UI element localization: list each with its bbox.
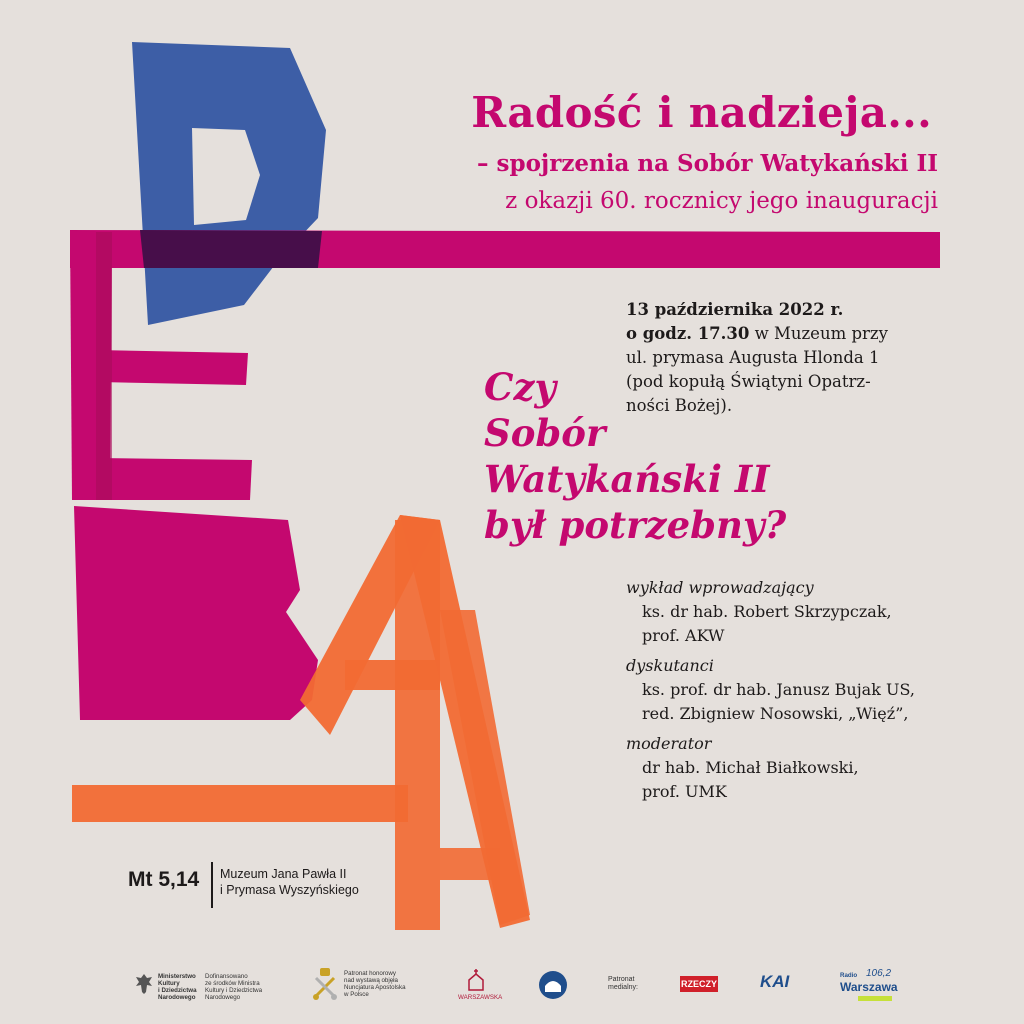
moderator-role: moderator <box>626 734 712 753</box>
question-line-2: Sobór <box>484 411 606 455</box>
ministry-line-2: Kultury <box>158 980 180 987</box>
radio-underline <box>858 996 892 1001</box>
funding-line-3: Kultury i Dziedzictwa <box>205 987 263 994</box>
warsaw-logo-text: WARSZAWSKA <box>458 994 503 1001</box>
ministry-line-1: Ministerstwo <box>158 973 196 980</box>
radio-warszawa-logo: Warszawa <box>840 980 898 994</box>
question-line-1: Czy <box>484 365 556 409</box>
letter-e-side <box>96 232 112 500</box>
moderator-name-2: prof. UMK <box>642 782 727 801</box>
question-line-4: był potrzebny? <box>484 503 787 547</box>
event-date: 13 października 2022 r. <box>626 300 844 319</box>
museum-name-2: i Prymasa Wyszyńskiego <box>220 883 359 897</box>
patron-line-1: Patronat honorowy <box>344 970 396 977</box>
sponsor-footer <box>0 960 1024 1020</box>
funding-line-2: ze środków Ministra <box>205 980 260 987</box>
ministry-line-4: Narodowego <box>158 994 196 1001</box>
patron-line-4: w Polsce <box>344 991 369 998</box>
rzeczy-logo: RZECZY <box>680 976 718 992</box>
event-place-4: ności Bożej). <box>626 396 733 415</box>
museum-name-1: Muzeum Jana Pawła II <box>220 867 347 881</box>
panel-name-2: red. Zbigniew Nosowski, „Więź”, <box>642 704 909 723</box>
lecture-role: wykład wprowadzający <box>626 578 814 597</box>
question-line-3: Watykański II <box>484 457 770 501</box>
event-occasion: z okazji 60. rocznicy jego inauguracji <box>505 188 938 214</box>
lecture-name-2: prof. AKW <box>642 626 725 645</box>
media-patron-label <box>608 976 638 992</box>
kai-logo: KAI <box>760 972 790 991</box>
museum-name <box>220 866 359 898</box>
media-line-1: Patronat <box>608 976 635 983</box>
moderator-group <box>626 732 915 804</box>
funding-text <box>205 973 262 1001</box>
ministry-line-3: i Dziedzictwa <box>158 987 197 994</box>
event-place-3: (pod kopułą Świątyni Opatrz- <box>626 372 871 391</box>
event-subtitle: – spojrzenia na Sobór Watykański II <box>477 150 938 177</box>
moderator-name-1: dr hab. Michał Białkowski, <box>642 758 859 777</box>
church-icon <box>465 968 487 992</box>
dome-icon <box>538 970 568 1000</box>
letter-e-bottom <box>96 458 252 500</box>
event-time: o godz. 17.30 <box>626 324 750 343</box>
lecture-group <box>626 576 915 648</box>
panel-name-1: ks. prof. dr hab. Janusz Bujak US, <box>642 680 915 699</box>
funding-line-4: Narodowego <box>205 994 241 1001</box>
panel-group <box>626 654 915 726</box>
radio-frequency: 106,2 <box>866 968 892 979</box>
patron-text <box>344 970 406 998</box>
speakers-list <box>626 576 915 810</box>
patron-line-2: nad wystawą objęła <box>344 977 399 984</box>
letter-a2-bar <box>440 848 500 880</box>
verse-reference: Mt 5,14 <box>128 868 200 891</box>
panel-role: dyskutanci <box>626 656 714 675</box>
debate-question <box>484 364 786 548</box>
event-title: Radość i nadzieja... <box>471 88 932 137</box>
radio-label: Radio <box>840 972 858 979</box>
event-place-2: ul. prymasa Augusta Hlonda 1 <box>626 348 880 367</box>
media-line-2: medialny: <box>608 984 638 991</box>
papal-keys-icon <box>312 966 338 1002</box>
eagle-emblem-icon <box>134 972 154 996</box>
lower-orange-bar <box>72 785 408 822</box>
letter-e-mid <box>96 350 248 385</box>
funding-line-1: Dofinansowano <box>205 973 248 980</box>
event-place-1: w Muzeum przy <box>749 324 888 343</box>
bar-overlap <box>140 230 322 268</box>
letter-a2-stem <box>395 520 440 930</box>
patron-line-3: Nuncjatura Apostolska <box>344 984 406 991</box>
letter-b <box>74 506 318 720</box>
branding-divider <box>211 862 213 908</box>
lecture-name-1: ks. dr hab. Robert Skrzypczak, <box>642 602 892 621</box>
ministry-logo-text <box>158 973 197 1001</box>
